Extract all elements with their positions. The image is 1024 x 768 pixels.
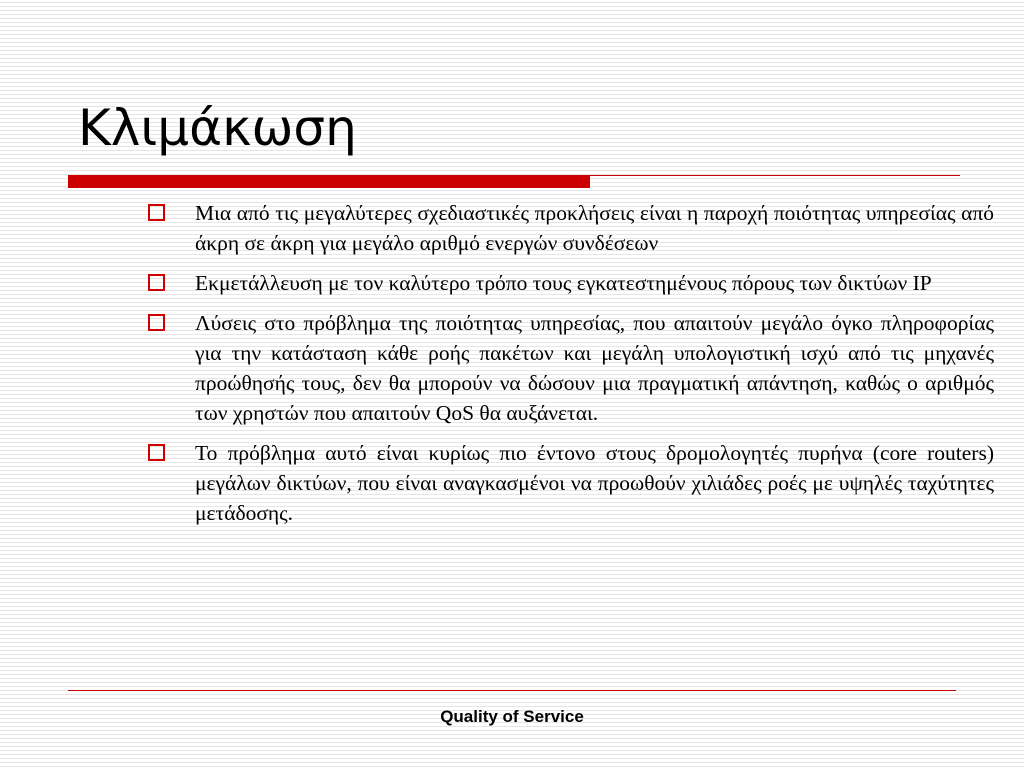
bullet-item xyxy=(148,198,994,258)
footer-label: Quality of Service xyxy=(440,707,584,726)
bullet-item xyxy=(148,268,994,298)
bullet-text: Λύσεις στο πρόβλημα της ποιότητας υπηρεσίας, που απαιτούν μεγάλο όγκο πληροφορίας για την κατάσταση κάθε ροής πακέτων και μεγάλη υπολογιστική ισχύ από τις μηχανές προώθησής τους, δεν θα μπορούν να δώσουν μια πραγματική απάντηση, καθώς ο αριθμός των χρηστών που απαιτούν QoS θα αυξάνεται. xyxy=(195,311,994,425)
title-underline-thin xyxy=(590,175,960,176)
bullet-text: Το πρόβλημα αυτό είναι κυρίως πιο έντονο στους δρομολογητές πυρήνα (core routers) μεγάλων δικτύων, που είναι αναγκασμένοι να προωθούν χιλιάδες ροές με υψηλές ταχύτητες μετάδοσης. xyxy=(195,441,994,525)
bullet-list xyxy=(148,198,994,538)
hollow-square-bullet-icon xyxy=(148,204,165,221)
footer-divider xyxy=(68,690,956,691)
bullet-text: Μια από τις μεγαλύτερες σχεδιαστικές προκλήσεις είναι η παροχή ποιότητας υπηρεσίας από άκρη σε άκρη για μεγάλο αριθμό ενεργών συνδέσεων xyxy=(195,201,994,255)
hollow-square-bullet-icon xyxy=(148,444,165,461)
hollow-square-bullet-icon xyxy=(148,314,165,331)
slide-title: Κλιμάκωση xyxy=(78,99,357,157)
hollow-square-bullet-icon xyxy=(148,274,165,291)
bullet-text: Εκμετάλλευση με τον καλύτερο τρόπο τους εγκατεστημένους πόρους των δικτύων IP xyxy=(195,271,932,295)
bullet-item xyxy=(148,438,994,528)
title-underline-thick xyxy=(68,175,590,188)
bullet-item xyxy=(148,308,994,428)
